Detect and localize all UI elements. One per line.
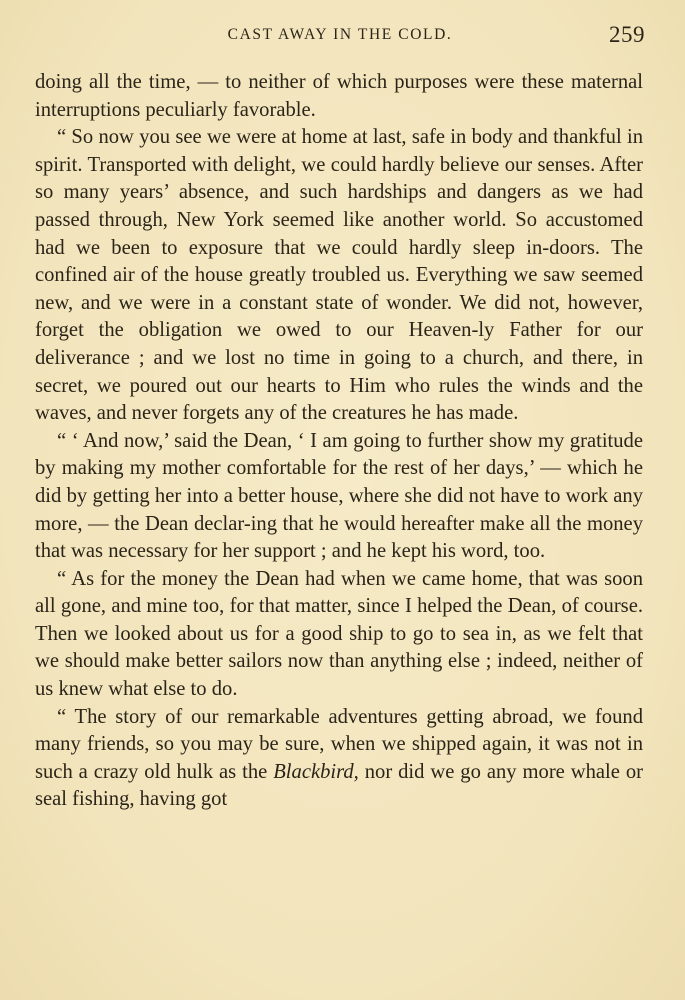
ship-name: Blackbird, [273,760,359,783]
page-header [35,22,645,52]
paragraph-home-at-last: “ So now you see we were at home at last, safe in body and thankful in spirit. Transported with delight, we could hardly believe our senses. After so many years’ absence, and such hardships and dangers as we had passed through, New York seemed like another world. So accustomed had we been to exposure that we could hardly sleep in-doors. The confined air of the house greatly troubled us. Everything we saw seemed new, and we were in a constant state of wonder. We did not, however, forget the obligation we owed to our Heaven-ly Father for our deliverance ; and we lost no time in going to a church, and there, in secret, we poured out our hearts to Him who rules the winds and the waves, and never forgets any of the creatures he has made. [35,126,643,425]
paragraph-text-after: nor did we go any more whale or seal fishing, having got [35,760,643,811]
paragraph-dean-gratitude: “ ‘ And now,’ said the Dean, ‘ I am going to further show my gratitude by making my mother comfortable for the rest of her days,’ — which he did by getting her into a better house, where she did not have to work any more, — the Dean declar-ing that he would hereafter make all the money that was necessary for her support ; and he kept his word, too. [35,429,643,563]
body-text [35,69,643,814]
paragraph-story-abroad [35,704,643,814]
running-head: CAST AWAY IN THE COLD. [227,26,453,43]
paragraph-text-before: “ The story of our remarkable adventures getting abroad, we found many friends, so you may be sure, when we shipped again, it was not in such a crazy old hulk as the [35,705,643,783]
page-number: 259 [609,22,645,47]
paragraph-continued: doing all the time, — to neither of which purposes were these maternal interruptions peculiarly favorable. [35,71,643,121]
paragraph-money-gone: “ As for the money the Dean had when we came home, that was soon all gone, and mine too, for that matter, since I helped the Dean, of course. Then we looked about us for a good ship to go to sea in, as we felt that we should make better sailors now than anything else ; indeed, neither of us knew what else to do. [35,567,643,701]
